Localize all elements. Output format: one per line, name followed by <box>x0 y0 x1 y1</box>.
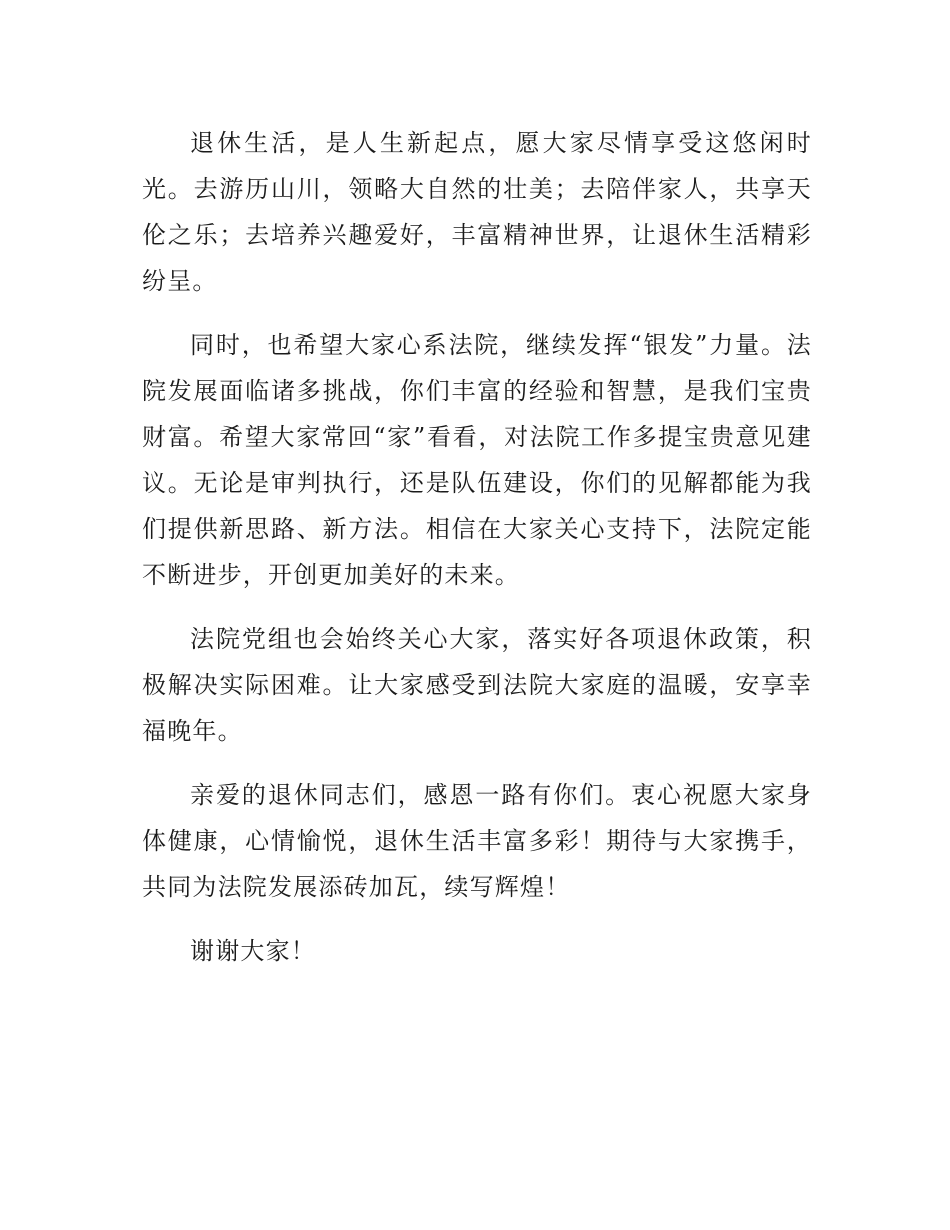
document-body <box>142 120 812 992</box>
paragraph-care-for-court: 同时，也希望大家心系法院，继续发挥“银发”力量。法院发展面临诸多挑战，你们丰富的经验和智慧，是我们宝贵财富。希望大家常回“家”看看，对法院工作多提宝贵意见建议。无论是审判执行，还是队伍建设，你们的见解都能为我们提供新思路、新方法。相信在大家关心支持下，法院定能不断进步，开创更加美好的未来。 <box>142 331 812 589</box>
paragraph-blessings: 亲爱的退休同志们，感恩一路有你们。衷心祝愿大家身体健康，心情愉悦，退休生活丰富多彩！期待与大家携手，共同为法院发展添砖加瓦，续写辉煌！ <box>142 781 812 901</box>
paragraph-retirement-life: 退休生活，是人生新起点，愿大家尽情享受这悠闲时光。去游历山川，领略大自然的壮美；去陪伴家人，共享天伦之乐；去培养兴趣爱好，丰富精神世界，让退休生活精彩纷呈。 <box>142 129 812 295</box>
paragraph-party-care: 法院党组也会始终关心大家，落实好各项退休政策，积极解决实际困难。让大家感受到法院大家庭的温暖，安享幸福晚年。 <box>142 625 812 745</box>
paragraph-thanks: 谢谢大家！ <box>190 937 316 965</box>
